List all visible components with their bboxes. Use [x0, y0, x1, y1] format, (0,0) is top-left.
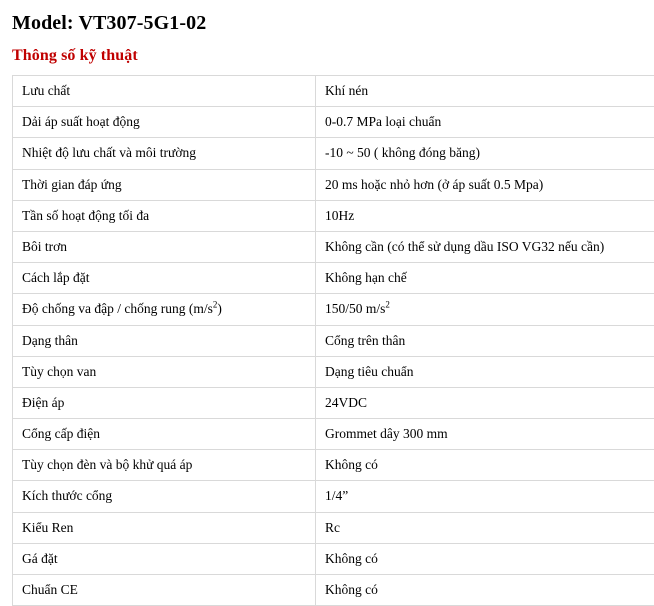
- spec-label-cell: Dải áp suất hoạt động: [13, 107, 316, 138]
- spec-value-cell: Rc: [316, 512, 654, 543]
- spec-value-cell: Không có: [316, 543, 654, 574]
- spec-value-cell: 10Hz: [316, 200, 654, 231]
- spec-value-cell: Khí nén: [316, 76, 654, 107]
- spec-label-cell: Kích thước cổng: [13, 481, 316, 512]
- spec-label-cell: Cách lắp đặt: [13, 263, 316, 294]
- table-row: [13, 512, 654, 543]
- spec-value-cell: Không có: [316, 450, 654, 481]
- table-row: [13, 450, 654, 481]
- spec-value-cell: Không hạn chế: [316, 263, 654, 294]
- spec-label-cell: Bôi trơn: [13, 231, 316, 262]
- spec-value-cell: 0-0.7 MPa loại chuẩn: [316, 107, 654, 138]
- table-row: [13, 107, 654, 138]
- model-line: [12, 12, 646, 35]
- spec-value-cell: 20 ms hoặc nhỏ hơn (ở áp suất 0.5 Mpa): [316, 169, 654, 200]
- spec-label-cell: Gá đặt: [13, 543, 316, 574]
- model-value: VT307-5G1-02: [78, 12, 206, 34]
- spec-value-cell: Dạng tiêu chuẩn: [316, 356, 654, 387]
- table-row: [13, 481, 654, 512]
- spec-label-cell: Thời gian đáp ứng: [13, 169, 316, 200]
- table-row: [13, 169, 654, 200]
- table-row: [13, 76, 654, 107]
- specification-table-body: [13, 76, 654, 606]
- table-row: [13, 575, 654, 606]
- table-row: [13, 231, 654, 262]
- table-row: [13, 325, 654, 356]
- spec-label-cell: Chuẩn CE: [13, 575, 316, 606]
- specification-table: [12, 75, 654, 606]
- spec-value-cell: 24VDC: [316, 387, 654, 418]
- table-row: [13, 387, 654, 418]
- spec-label-cell: Lưu chất: [13, 76, 316, 107]
- table-row: [13, 138, 654, 169]
- table-row: [13, 543, 654, 574]
- spec-value-cell: Grommet dây 300 mm: [316, 419, 654, 450]
- spec-label-cell: Cổng cấp điện: [13, 419, 316, 450]
- table-row: [13, 263, 654, 294]
- spec-value-cell: 1/4”: [316, 481, 654, 512]
- spec-label-cell: Tùy chọn đèn và bộ khử quá áp: [13, 450, 316, 481]
- table-row: [13, 294, 654, 325]
- table-row: [13, 419, 654, 450]
- spec-value-cell: Không có: [316, 575, 654, 606]
- spec-label-cell: Độ chống va đập / chống rung $(m/s^2)$: [13, 294, 316, 325]
- section-title: Thông số kỹ thuật: [12, 47, 646, 65]
- model-label: Model:: [12, 12, 74, 34]
- spec-value-cell: Cổng trên thân: [316, 325, 654, 356]
- spec-label-cell: Nhiệt độ lưu chất và môi trường: [13, 138, 316, 169]
- spec-value-cell: Không cần (có thể sử dụng dầu ISO VG32 nếu cần): [316, 231, 654, 262]
- spec-value-cell: -10 ~ 50 ( không đóng băng): [316, 138, 654, 169]
- table-row: [13, 356, 654, 387]
- spec-value-cell: 150/50 $m/s^2$: [316, 294, 654, 325]
- table-row: [13, 200, 654, 231]
- spec-label-cell: Dạng thân: [13, 325, 316, 356]
- spec-label-cell: Tần số hoạt động tối đa: [13, 200, 316, 231]
- spec-label-cell: Kiểu Ren: [13, 512, 316, 543]
- spec-label-cell: Tùy chọn van: [13, 356, 316, 387]
- spec-label-cell: Điện áp: [13, 387, 316, 418]
